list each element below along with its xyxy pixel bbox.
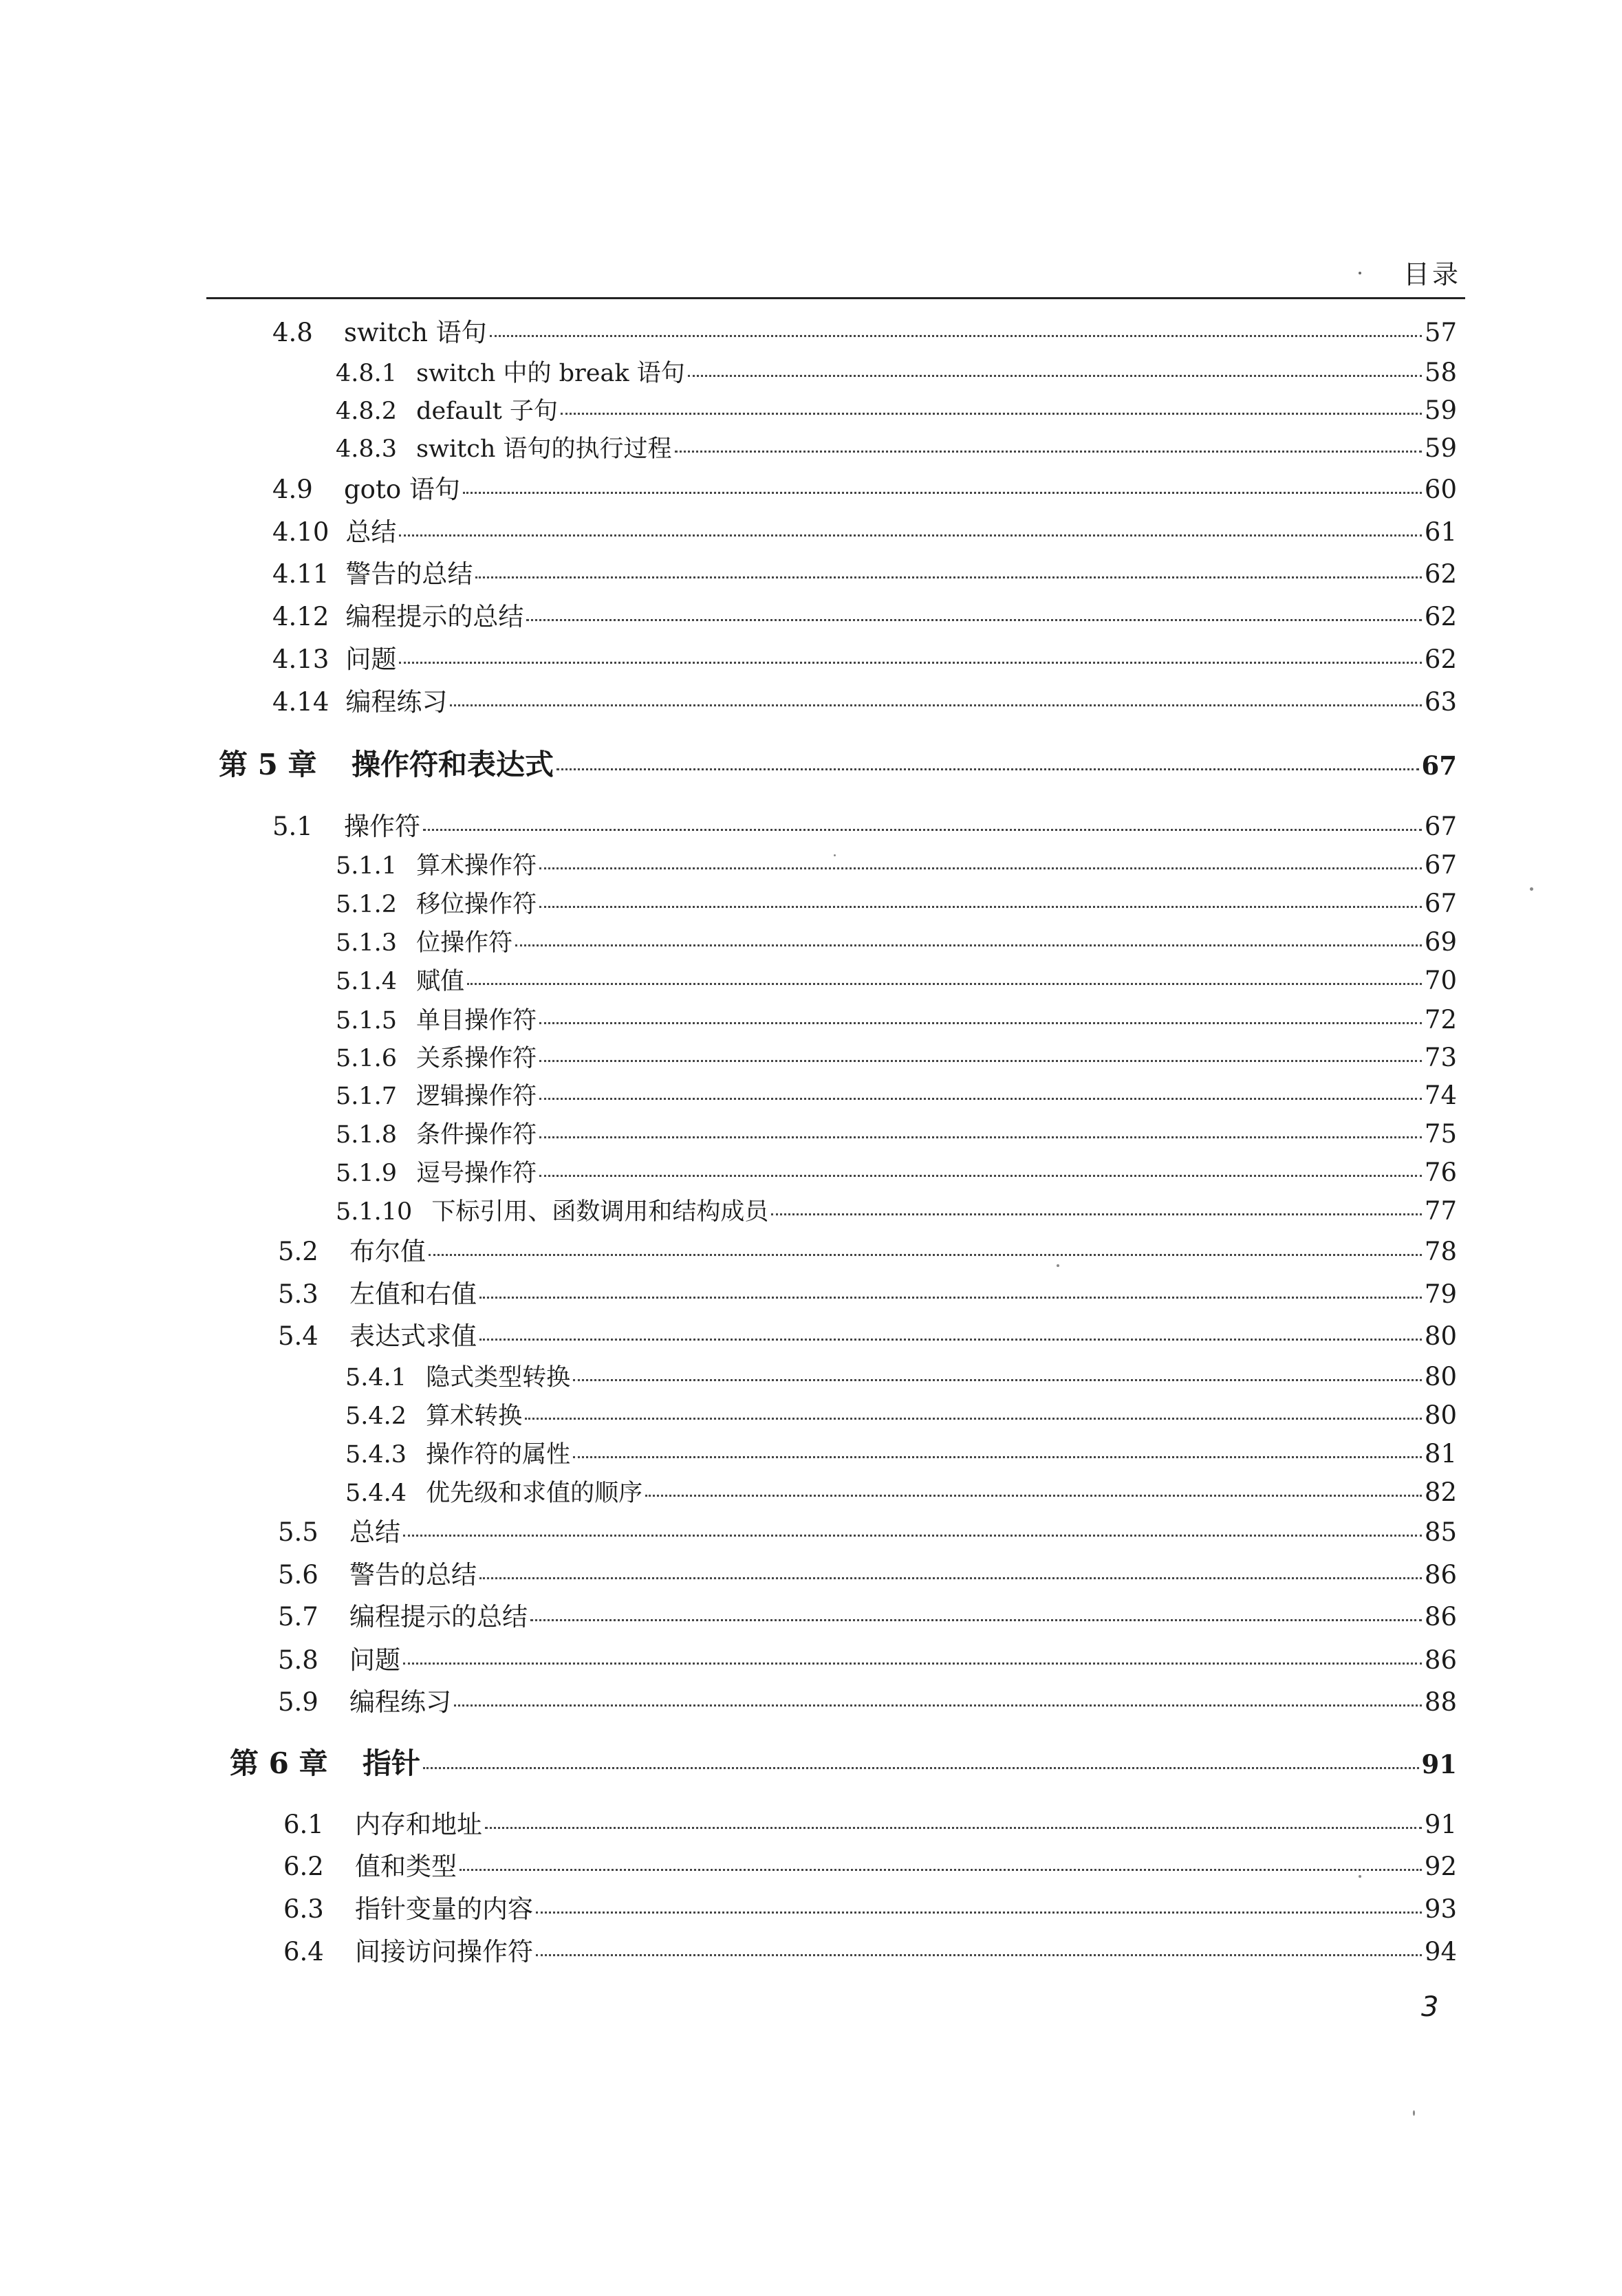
toc-page-number: 76: [1424, 1158, 1457, 1187]
toc-entry-row[interactable]: [345, 1400, 1457, 1431]
toc-page-number: 58: [1424, 358, 1457, 387]
toc-dot-leader: [539, 1175, 1422, 1177]
toc-section-title: 表达式求值: [349, 1321, 477, 1351]
toc-dot-leader: [536, 1954, 1422, 1956]
toc-dot-leader: [454, 1704, 1422, 1707]
toc-entry-row[interactable]: [345, 1477, 1457, 1508]
toc-section-number: 5.1: [272, 812, 313, 841]
toc-section-number: 6.1: [283, 1810, 324, 1839]
toc-dot-leader: [403, 1663, 1422, 1665]
toc-page-number: 63: [1424, 687, 1457, 717]
toc-page-number: 91: [1421, 1749, 1457, 1779]
toc-page-number: 61: [1424, 517, 1457, 547]
toc-section-number: 5.1.1: [336, 852, 398, 880]
toc-section-number: 5.1.9: [336, 1160, 398, 1187]
toc-page-number: 80: [1424, 1321, 1457, 1351]
toc-entry-row[interactable]: [272, 318, 1457, 348]
toc-section-title: 逻辑操作符: [416, 1083, 537, 1110]
toc-page-number: 86: [1424, 1560, 1457, 1590]
toc-page-number: 70: [1424, 966, 1457, 995]
toc-section-title: 编程提示的总结: [345, 602, 524, 631]
toc-section-title: 值和类型: [355, 1852, 457, 1881]
toc-section-number: 5.4.4: [345, 1480, 407, 1507]
toc-section-title: 操作符和表达式: [352, 748, 554, 781]
toc-page-number: 60: [1424, 475, 1457, 504]
toc-section-title: goto 语句: [344, 475, 460, 504]
toc-section-title: default 子句: [416, 398, 558, 425]
toc-page-number: 72: [1424, 1005, 1457, 1035]
toc-dot-leader: [463, 492, 1422, 494]
toc-dot-leader: [423, 829, 1422, 831]
toc-section-number: 第 6 章: [230, 1746, 328, 1780]
toc-entry-row[interactable]: [336, 1196, 1457, 1226]
toc-page-number: 67: [1424, 812, 1457, 841]
toc-dot-leader: [399, 662, 1422, 664]
toc-page-number: 85: [1424, 1517, 1457, 1547]
toc-entry-row[interactable]: [336, 927, 1457, 957]
toc-dot-leader: [475, 576, 1422, 578]
toc-dot-leader: [525, 1418, 1422, 1420]
toc-section-title: switch 中的 break 语句: [416, 360, 685, 387]
toc-section-title: 编程练习: [349, 1687, 451, 1717]
toc-section-title: 条件操作符: [416, 1121, 537, 1149]
toc-entry-row[interactable]: [278, 1645, 1457, 1676]
toc-dot-leader: [675, 451, 1422, 453]
toc-section-number: 4.14: [272, 687, 329, 717]
toc-page-number: 59: [1424, 433, 1457, 463]
toc-page-number: 67: [1424, 850, 1457, 880]
scan-speck: [1057, 1264, 1059, 1267]
toc-entry-row[interactable]: [272, 559, 1457, 589]
toc-section-number: 4.8: [272, 318, 313, 347]
toc-section-title: 操作符的属性: [426, 1441, 571, 1469]
toc-entry-row[interactable]: [283, 1894, 1457, 1925]
toc-section-number: 5.3: [278, 1279, 318, 1309]
toc-dot-leader: [459, 1869, 1422, 1871]
toc-section-number: 4.9: [272, 475, 313, 504]
toc-section-number: 5.1.5: [336, 1007, 398, 1035]
toc-page-number: 59: [1424, 396, 1457, 425]
toc-entry-row[interactable]: [272, 687, 1457, 717]
toc-page-number: 57: [1424, 318, 1457, 347]
toc-section-title: 逗号操作符: [416, 1160, 537, 1187]
toc-section-number: 5.4.3: [345, 1441, 407, 1469]
toc-section-number: 第 5 章: [219, 748, 317, 781]
toc-entry-row[interactable]: [278, 1321, 1457, 1352]
toc-section-title: 位操作符: [416, 929, 513, 957]
toc-section-title: 单目操作符: [416, 1007, 537, 1035]
toc-page-number: 86: [1424, 1645, 1457, 1675]
toc-dot-leader: [399, 534, 1422, 537]
toc-section-number: 6.4: [283, 1937, 324, 1967]
toc-page-number: 78: [1424, 1237, 1457, 1266]
toc-section-number: 5.1.7: [336, 1083, 398, 1110]
toc-dot-leader: [490, 335, 1422, 337]
toc-dot-leader: [423, 1767, 1418, 1769]
toc-entry-row[interactable]: [272, 517, 1457, 548]
toc-section-number: 5.4: [278, 1321, 318, 1351]
toc-entry-row[interactable]: [345, 1362, 1457, 1392]
toc-dot-leader: [526, 619, 1422, 621]
toc-section-number: 4.8.3: [336, 435, 398, 463]
toc-section-title: 下标引用、函数调用和结构成员: [431, 1198, 769, 1226]
toc-dot-leader: [536, 1911, 1422, 1914]
toc-section-number: 5.2: [278, 1237, 318, 1266]
toc-entry-row[interactable]: [278, 1560, 1457, 1590]
toc-entry-row[interactable]: [283, 1937, 1457, 1967]
toc-section-number: 5.1.8: [336, 1121, 398, 1149]
toc-entry-row[interactable]: [336, 1043, 1457, 1073]
toc-dot-leader: [573, 1379, 1422, 1381]
toc-section-title: 指针变量的内容: [355, 1894, 533, 1924]
toc-section-title: 算术转换: [426, 1402, 523, 1430]
toc-page-number: 77: [1424, 1196, 1457, 1226]
toc-page-number: 91: [1424, 1810, 1457, 1839]
toc-section-title: 操作符: [344, 812, 420, 841]
toc-dot-leader: [556, 768, 1418, 770]
toc-section-number: 4.10: [272, 517, 329, 547]
toc-dot-leader: [539, 867, 1422, 869]
toc-section-title: 总结: [349, 1517, 400, 1547]
toc-section-title: switch 语句: [344, 318, 487, 347]
toc-page-number: 67: [1424, 889, 1457, 918]
toc-section-number: 4.8.2: [336, 398, 398, 425]
toc-section-title: 左值和右值: [349, 1279, 477, 1309]
toc-section-number: 5.1.4: [336, 968, 398, 995]
toc-dot-leader: [573, 1456, 1422, 1458]
toc-dot-leader: [450, 704, 1422, 706]
toc-section-number: 4.8.1: [336, 360, 398, 387]
toc-dot-leader: [429, 1254, 1422, 1256]
toc-section-title: 隐式类型转换: [426, 1364, 571, 1391]
toc-page-number: 94: [1424, 1937, 1457, 1967]
toc-entry-row[interactable]: [278, 1237, 1457, 1267]
toc-section-title: 内存和地址: [355, 1810, 482, 1839]
toc-entry-row[interactable]: [283, 1810, 1457, 1840]
toc-section-number: 5.9: [278, 1687, 318, 1717]
toc-entry-row[interactable]: [278, 1517, 1457, 1548]
toc-entry-row[interactable]: [278, 1602, 1457, 1632]
toc-section-title: 优先级和求值的顺序: [426, 1480, 643, 1507]
toc-page-number: 82: [1424, 1477, 1457, 1507]
toc-section-title: 赋值: [416, 968, 465, 995]
toc-entry-row[interactable]: [272, 645, 1457, 675]
toc-section-number: 4.12: [272, 602, 329, 631]
toc-section-number: 5.1.10: [336, 1198, 413, 1226]
scan-speck: [1413, 2110, 1415, 2116]
page-number: 3: [1421, 1991, 1439, 2023]
toc-entry-row[interactable]: [336, 1081, 1457, 1111]
toc-page-number: 75: [1424, 1119, 1457, 1149]
scan-speck: [834, 854, 836, 856]
toc-entry-row[interactable]: [336, 1158, 1457, 1188]
toc-section-title: 关系操作符: [416, 1045, 537, 1072]
toc-section-title: switch 语句的执行过程: [416, 435, 672, 463]
toc-entry-row[interactable]: [336, 433, 1457, 464]
toc-entry-row[interactable]: [345, 1439, 1457, 1469]
toc-entry-row[interactable]: [336, 358, 1457, 388]
scan-speck: [1530, 887, 1533, 891]
toc-dot-leader: [539, 1136, 1422, 1138]
toc-section-number: 5.6: [278, 1560, 318, 1590]
scan-speck: [1359, 1875, 1361, 1878]
toc-page-number: 67: [1421, 750, 1457, 781]
toc-page-number: 93: [1424, 1894, 1457, 1924]
toc-entry-row[interactable]: [336, 889, 1457, 919]
toc-section-title: 算术操作符: [416, 852, 537, 880]
toc-dot-leader: [479, 1577, 1422, 1579]
toc-entry-row[interactable]: [272, 602, 1457, 632]
toc-dot-leader: [688, 375, 1422, 377]
toc-entry-row[interactable]: [272, 475, 1457, 505]
toc-dot-leader: [515, 944, 1422, 946]
toc-page-number: 86: [1424, 1602, 1457, 1632]
toc-section-title: 警告的总结: [349, 1560, 477, 1590]
toc-section-number: 5.5: [278, 1517, 318, 1547]
toc-section-title: 编程练习: [345, 687, 448, 717]
toc-dot-leader: [479, 1339, 1422, 1341]
toc-page-number: 62: [1424, 559, 1457, 589]
toc-entry-row[interactable]: [336, 966, 1457, 996]
toc-entry-row[interactable]: [336, 850, 1457, 880]
toc-entry-row[interactable]: [336, 1119, 1457, 1149]
toc-section-title: 指针: [363, 1746, 421, 1780]
toc-page-number: 80: [1424, 1362, 1457, 1391]
toc-section-title: 总结: [345, 517, 397, 547]
toc-chapter-row[interactable]: [230, 1748, 1457, 1779]
toc-section-number: 5.7: [278, 1602, 318, 1632]
toc-page-number: 81: [1424, 1439, 1457, 1469]
toc-dot-leader: [539, 906, 1422, 908]
toc-section-number: 5.1.3: [336, 929, 398, 957]
toc-page-number: 69: [1424, 927, 1457, 957]
toc-entry-row[interactable]: [278, 1687, 1457, 1718]
toc-page-number: 80: [1424, 1400, 1457, 1430]
toc-page-number: 73: [1424, 1043, 1457, 1072]
toc-section-title: 布尔值: [349, 1237, 426, 1266]
toc-dot-leader: [539, 1022, 1422, 1024]
toc-section-number: 4.13: [272, 645, 329, 674]
toc-section-number: 6.2: [283, 1852, 324, 1881]
toc-page-number: 74: [1424, 1081, 1457, 1110]
toc-page-number: 92: [1424, 1852, 1457, 1881]
toc-dot-leader: [530, 1619, 1422, 1621]
toc-section-title: 间接访问操作符: [355, 1937, 533, 1967]
toc-page-number: 88: [1424, 1687, 1457, 1717]
toc-entry-row[interactable]: [278, 1279, 1457, 1310]
toc-chapter-row[interactable]: [219, 750, 1457, 780]
toc-dot-leader: [539, 1098, 1422, 1100]
toc-page-number: 79: [1424, 1279, 1457, 1309]
toc-dot-leader: [561, 413, 1422, 415]
toc-dot-leader: [467, 983, 1422, 985]
toc-dot-leader: [403, 1535, 1422, 1537]
toc-dot-leader: [645, 1495, 1422, 1497]
toc-entry-row[interactable]: [283, 1852, 1457, 1882]
toc-page-number: 62: [1424, 602, 1457, 631]
running-header-title: 目录: [1403, 259, 1462, 290]
toc-dot-leader: [479, 1297, 1422, 1299]
toc-section-number: 4.11: [272, 559, 329, 589]
toc-section-number: 5.1.2: [336, 891, 398, 918]
toc-dot-leader: [539, 1060, 1422, 1062]
toc-section-number: 5.4.2: [345, 1402, 407, 1430]
toc-dot-leader: [771, 1213, 1422, 1215]
toc-section-number: 5.4.1: [345, 1364, 407, 1391]
toc-section-title: 编程提示的总结: [349, 1602, 528, 1632]
toc-section-title: 问题: [345, 645, 397, 674]
toc-section-number: 5.1.6: [336, 1045, 398, 1072]
toc-section-title: 问题: [349, 1645, 400, 1675]
toc-entry-row[interactable]: [336, 1005, 1457, 1035]
toc-section-title: 移位操作符: [416, 891, 537, 918]
toc-section-number: 6.3: [283, 1894, 324, 1924]
toc-entry-row[interactable]: [272, 812, 1457, 842]
toc-section-title: 警告的总结: [345, 559, 473, 589]
toc-dot-leader: [485, 1827, 1422, 1829]
toc-entry-row[interactable]: [336, 396, 1457, 426]
toc-page-number: 62: [1424, 645, 1457, 674]
toc-section-number: 5.8: [278, 1645, 318, 1675]
